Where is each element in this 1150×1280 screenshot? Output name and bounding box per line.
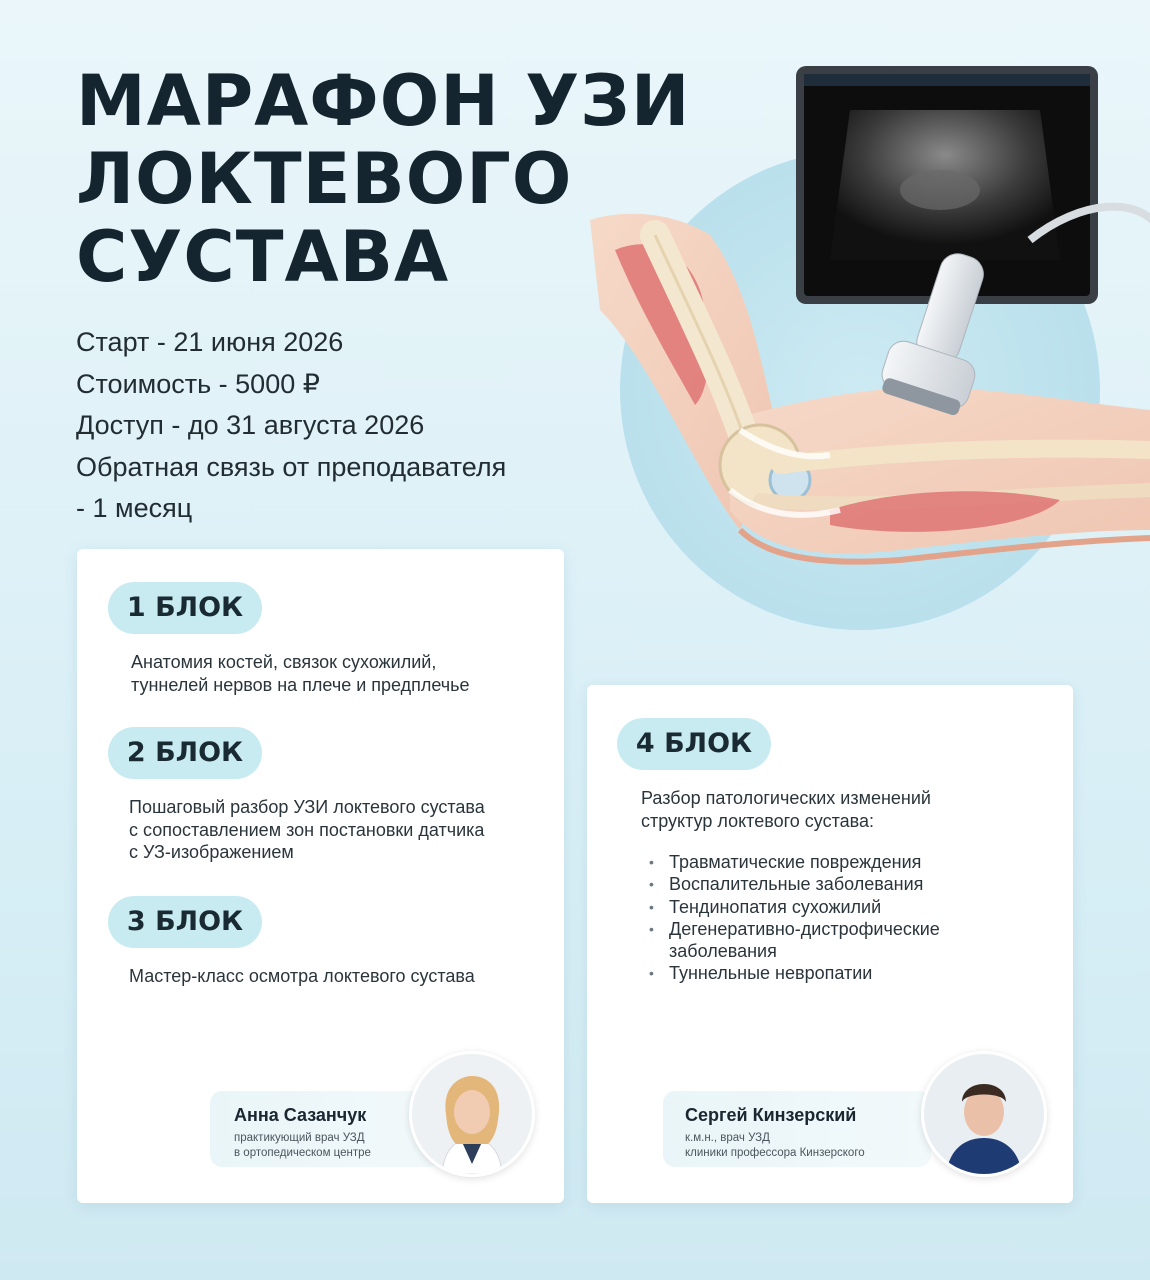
- text-line: с сопоставлением зон постановки датчика: [129, 819, 485, 840]
- access-period: Доступ - до 31 августа 2026: [76, 410, 425, 440]
- title-line: ЛОКТЕВОГО: [76, 138, 573, 220]
- text-line: Анатомия костей, связок сухожилий,: [131, 652, 437, 672]
- start-date: Старт - 21 июня 2026: [76, 327, 344, 357]
- text-line: Разбор патологических изменений: [641, 788, 931, 808]
- blocks-card-left: [77, 549, 564, 1203]
- text-line: Мастер-класс осмотра локтевого сустава: [129, 966, 475, 986]
- block-badge: 3 БЛОК: [108, 896, 262, 948]
- block-description: [129, 796, 485, 864]
- list-item: • Дегенеративно-дистрофические заболевания: [641, 918, 969, 963]
- block-description: [641, 787, 931, 832]
- text-line: клиники профессора Кинзерского: [685, 1147, 865, 1159]
- text-line: с УЗ-изображением: [129, 842, 294, 862]
- teacher-avatar: [409, 1051, 535, 1177]
- block-description: [129, 965, 475, 988]
- text-line: Пошаговый разбор УЗИ локтевого сустава: [129, 797, 485, 817]
- price: Стоимость - 5000 ₽: [76, 368, 320, 399]
- block-badge: 2 БЛОК: [108, 727, 262, 779]
- feedback-line: Обратная связь от преподавателя: [76, 451, 507, 482]
- course-info: [76, 322, 596, 530]
- feedback-line: - 1 месяц: [76, 493, 193, 523]
- teacher-avatar: [921, 1051, 1047, 1177]
- portrait-icon: [412, 1054, 532, 1174]
- text-line: к.м.н., врач УЗД: [685, 1132, 770, 1144]
- teacher-name: Сергей Кинзерский: [685, 1105, 857, 1125]
- portrait-icon: [924, 1054, 1044, 1174]
- elbow-ultrasound-illustration: [560, 60, 1150, 660]
- list-item: • Воспалительные заболевания: [641, 873, 1029, 895]
- teacher-name: Анна Сазанчук: [234, 1105, 367, 1125]
- title-line: СУСТАВА: [76, 216, 450, 298]
- text-line: в ортопедическом центре: [234, 1147, 371, 1159]
- pathology-list: [641, 851, 1029, 985]
- text-line: структур локтевого сустава:: [641, 810, 875, 831]
- teacher-description: [234, 1131, 371, 1161]
- blocks-card-right: [587, 685, 1073, 1203]
- teacher-card: [663, 1091, 931, 1167]
- list-item: • Травматические повреждения: [641, 851, 1029, 873]
- block-badge: 1 БЛОК: [108, 582, 262, 634]
- text-line: практикующий врач УЗД: [234, 1132, 365, 1144]
- block-description: [131, 651, 470, 696]
- text-line: туннелей нервов на плече и предплечье: [131, 674, 470, 695]
- list-item: • Тендинопатия сухожилий: [641, 896, 1029, 918]
- list-item: • Туннельные невропатии: [641, 962, 1029, 984]
- teacher-card: [210, 1091, 440, 1167]
- teacher-description: [685, 1131, 865, 1161]
- title-line: МАРАФОН УЗИ: [76, 60, 691, 142]
- block-badge: 4 БЛОК: [617, 718, 771, 770]
